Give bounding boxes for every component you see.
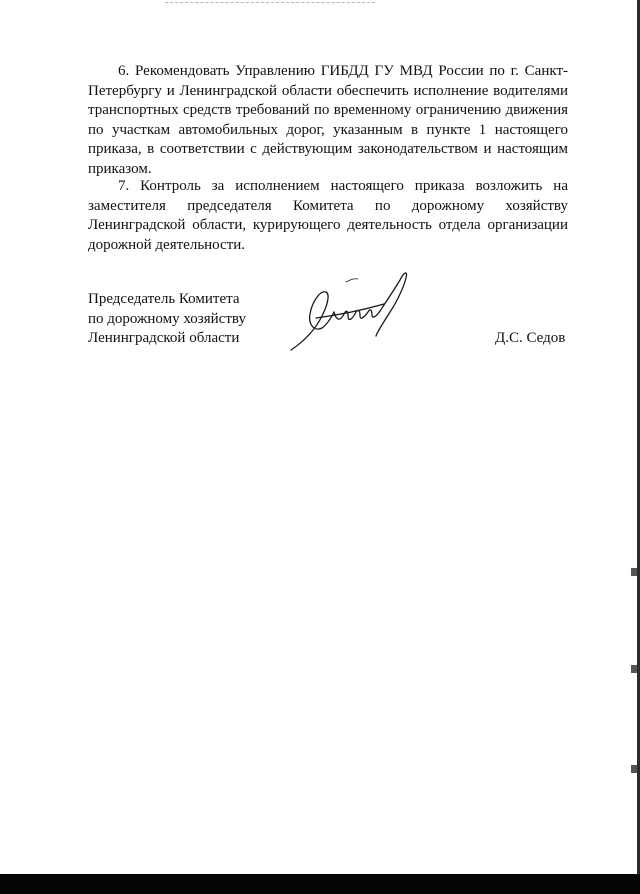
position-line-3: Ленинградской области xyxy=(88,330,240,346)
paragraph-7: 7. Контроль за исполнением настоящего приказа возложить на заместителя председателя Комитета по дорожному хозяйству Ленинградской области, курирующего деятельность отдела организации дорожной деятельности. xyxy=(88,178,568,253)
scan-artifact xyxy=(631,765,637,773)
scan-bottom-edge xyxy=(0,874,640,894)
signatory-name: Д.С. Седов xyxy=(495,330,566,346)
position-line-2: по дорожному хозяйству xyxy=(88,310,246,327)
scan-artifact xyxy=(631,665,637,673)
scan-top-edge xyxy=(165,2,375,3)
signatory-position xyxy=(88,290,246,349)
scan-artifact xyxy=(631,568,637,576)
handwritten-signature xyxy=(286,262,416,354)
position-line-1: Председатель Комитета xyxy=(88,291,240,307)
paragraph-6: 6. Рекомендовать Управлению ГИБДД ГУ МВД России по г. Санкт-Петербургу и Ленинградской области обеспечить исполнение водителями транспортных средств требований по временному ограничению движения по участкам автомобильных дорог, указанным в пункте 1 настоящего приказа, в соответствии с действующим законодательством и настоящим приказом. xyxy=(88,63,568,177)
